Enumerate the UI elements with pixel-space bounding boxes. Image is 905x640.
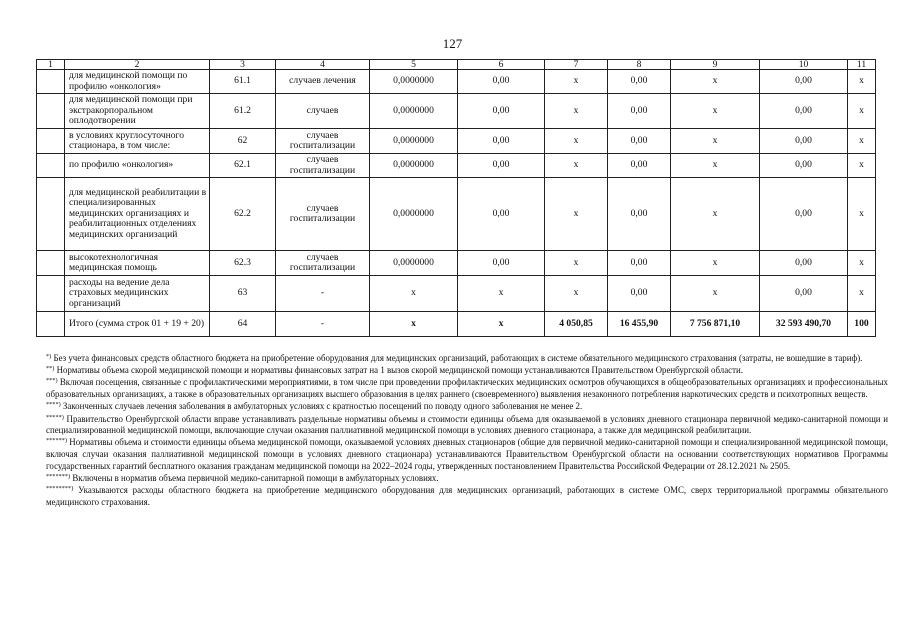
table-cell: 0,00 — [608, 94, 671, 129]
table-cell — [37, 178, 65, 251]
table-cell — [37, 154, 65, 178]
row-label: в условиях круглосуточного стационара, в том числе: — [65, 129, 210, 154]
table-cell: x — [545, 129, 608, 154]
table-cell — [37, 94, 65, 129]
footnote-mark: *) — [46, 353, 52, 360]
table-cell: x — [848, 276, 876, 312]
table-row — [37, 154, 876, 178]
table-row — [37, 178, 876, 251]
table-cell: 0,00 — [608, 154, 671, 178]
column-number: 2 — [65, 60, 210, 70]
table-cell — [37, 129, 65, 154]
column-number: 8 — [608, 60, 671, 70]
table-cell: x — [671, 94, 760, 129]
footnote — [46, 485, 888, 508]
footnote — [46, 365, 888, 377]
table-cell: 0,00 — [608, 178, 671, 251]
table-cell: 0,00 — [760, 178, 848, 251]
row-label: для медицинской реабилитации в специализированных медицинских организациях и реабилитационных отделениях медицинских организаций — [65, 178, 210, 251]
table-cell: 16 455,90 — [608, 312, 671, 337]
table-cell: 0,00 — [608, 276, 671, 312]
table-cell: 7 756 871,10 — [671, 312, 760, 337]
table-cell: 0,0000000 — [370, 154, 458, 178]
table-cell: 100 — [848, 312, 876, 337]
table-cell: - — [276, 312, 370, 337]
table-cell: x — [848, 129, 876, 154]
footnote — [46, 353, 888, 365]
column-number: 11 — [848, 60, 876, 70]
table-cell: 0,00 — [760, 70, 848, 94]
table-cell: 4 050,85 — [545, 312, 608, 337]
footnote-mark: *****) — [46, 413, 64, 421]
table-cell: 0,00 — [458, 251, 545, 276]
table-cell: 0,0000000 — [370, 129, 458, 154]
table-cell: x — [545, 251, 608, 276]
table-cell: случаев госпитализации — [276, 129, 370, 154]
table-cell: x — [545, 178, 608, 251]
header-row — [37, 60, 876, 70]
row-label: высокотехнологичная медицинская помощь — [65, 251, 210, 276]
footnotes — [46, 353, 888, 509]
table-cell: 62.2 — [210, 178, 276, 251]
column-number: 10 — [760, 60, 848, 70]
table-cell: случаев госпитализации — [276, 251, 370, 276]
table-cell: x — [848, 70, 876, 94]
table-cell: 0,00 — [608, 70, 671, 94]
table-cell: - — [276, 276, 370, 312]
table-cell: x — [545, 276, 608, 312]
table-cell: 62 — [210, 129, 276, 154]
table-cell — [37, 312, 65, 337]
table-cell: x — [545, 154, 608, 178]
table-cell: x — [545, 94, 608, 129]
footnote — [46, 401, 888, 413]
table-cell: 0,00 — [458, 154, 545, 178]
table-cell: x — [848, 251, 876, 276]
row-label: для медицинской помощи по профилю «онкология» — [65, 70, 210, 94]
table-cell: 62.3 — [210, 251, 276, 276]
table-cell: x — [671, 251, 760, 276]
footnote-text: Без учета финансовых средств областного бюджета на приобретение оборудования для медицинских организаций, работающих в системе обязательного медицинского страхования (затраты, не вошедшие в тариф). — [51, 353, 863, 363]
table-cell: 61.2 — [210, 94, 276, 129]
table-cell: x — [458, 276, 545, 312]
footnote-mark: ********) — [46, 485, 74, 493]
table-cell: x — [458, 312, 545, 337]
table-cell — [37, 251, 65, 276]
table-cell: 0,0000000 — [370, 70, 458, 94]
table-cell: x — [671, 276, 760, 312]
table-row — [37, 276, 876, 312]
column-number: 6 — [458, 60, 545, 70]
footnote — [46, 377, 888, 400]
table-cell: 0,00 — [458, 129, 545, 154]
footnote — [46, 437, 888, 472]
table-row — [37, 70, 876, 94]
footnote-mark: ****) — [46, 401, 61, 409]
row-label: расходы на ведение дела страховых медицинских организаций — [65, 276, 210, 312]
footnote-mark: ******) — [46, 437, 67, 445]
footnote-text: Правительство Оренбургской области вправе устанавливать раздельные нормативы объемы и стоимости единицы объема для оказываемой в условиях дневного стационара первичной медико-санитарной помощи и специализированной медицинской помощи, включающие случаи оказания паллиативной медицинской помощи в условиях дневного стационара, а также для медицинской реабилитации. — [46, 413, 888, 436]
footnote-mark: ***) — [46, 377, 58, 385]
footnote-text: Включая посещения, связанные с профилактическими мероприятиями, в том числе при проведении профилактических медицинских осмотров обучающихся в общеобразовательных организациях и профессиональных образовательных организациях, а также в образовательных организациях высшего образования в целях раннего (своевременного) выявления незаконного потребления наркотических средств и психотропных веществ. — [46, 377, 888, 400]
table-cell: x — [671, 154, 760, 178]
table-cell: 0,00 — [458, 94, 545, 129]
table-cell: 0,00 — [760, 154, 848, 178]
table-cell: x — [848, 94, 876, 129]
table-cell: 0,0000000 — [370, 178, 458, 251]
table-row — [37, 129, 876, 154]
table-cell: x — [545, 70, 608, 94]
table-cell: x — [671, 70, 760, 94]
table-row — [37, 94, 876, 129]
table-cell: x — [848, 154, 876, 178]
column-number: 9 — [671, 60, 760, 70]
table-cell — [37, 276, 65, 312]
table-cell: случаев лечения — [276, 70, 370, 94]
table-cell: случаев госпитализации — [276, 154, 370, 178]
table-cell: 0,0000000 — [370, 94, 458, 129]
footnote-text: Указываются расходы областного бюджета на приобретение медицинского оборудования для медицинских организаций, работающих в системе ОМС, сверх территориальной программы обязательного медицинского страхования. — [46, 485, 888, 507]
row-label: по профилю «онкология» — [65, 154, 210, 178]
table-cell: x — [370, 276, 458, 312]
table-cell: x — [671, 129, 760, 154]
table-cell: 0,0000000 — [370, 251, 458, 276]
normatives-table — [36, 59, 876, 337]
table-cell: x — [848, 178, 876, 251]
column-number: 3 — [210, 60, 276, 70]
total-row — [37, 312, 876, 337]
table-cell: случаев — [276, 94, 370, 129]
footnote-text: Включены в норматив объема первичной медико-санитарной помощи в амбулаторных условиях. — [70, 473, 439, 484]
footnote-mark: **) — [46, 365, 55, 373]
footnote-text: Нормативы объема и стоимости единицы объема медицинской помощи, оказываемой условиях дневных стационаров (общие для первичной медико-санитарной помощи и специализированной медицинской помощи, включая случаи оказания паллиативной медицинской помощи в условиях дневного стационара) устанавливаются Правительством Оренбургской области на основании соответствующих нормативов Программы государственных гарантий бесплатного оказания гражданам медицинской помощи на 2022–2024 годы, утвержденных постановлением Правительства Российской Федерации от 28.12.2021 № 2505. — [46, 437, 888, 471]
row-label: для медицинской помощи при экстракорпоральном оплодотворении — [65, 94, 210, 129]
column-number: 1 — [37, 60, 65, 70]
table-cell: 0,00 — [760, 129, 848, 154]
table-cell: 61.1 — [210, 70, 276, 94]
row-label: Итого (сумма строк 01 + 19 + 20) — [65, 312, 210, 337]
footnote-text: Законченных случаев лечения заболевания в амбулаторных условиях с кратностью посещений по поводу одного заболевания не менее 2. — [60, 401, 583, 412]
table-cell: 63 — [210, 276, 276, 312]
table-cell: 64 — [210, 312, 276, 337]
table-cell: x — [370, 312, 458, 337]
table-cell: 0,00 — [608, 129, 671, 154]
page-number: 127 — [442, 36, 463, 51]
table-cell: 0,00 — [760, 276, 848, 312]
table-cell: 0,00 — [608, 251, 671, 276]
column-number: 4 — [276, 60, 370, 70]
footnote — [46, 414, 888, 437]
footnote-mark: *******) — [46, 473, 71, 481]
footnote — [46, 473, 888, 485]
table-cell: 32 593 490,70 — [760, 312, 848, 337]
table-cell: 0,00 — [458, 178, 545, 251]
table-cell: 0,00 — [760, 94, 848, 129]
column-number: 5 — [370, 60, 458, 70]
footnote-text: Нормативы объема скорой медицинской помощи и нормативы финансовых затрат на 1 вызов скорой медицинской помощи устанавливаются Правительством Оренбургской области. — [54, 365, 743, 376]
column-number: 7 — [545, 60, 608, 70]
table-cell: 62.1 — [210, 154, 276, 178]
table-row — [37, 251, 876, 276]
table-cell: 0,00 — [458, 70, 545, 94]
table-cell — [37, 70, 65, 94]
table-cell: x — [671, 178, 760, 251]
table-cell: 0,00 — [760, 251, 848, 276]
table-cell: случаев госпитализации — [276, 178, 370, 251]
